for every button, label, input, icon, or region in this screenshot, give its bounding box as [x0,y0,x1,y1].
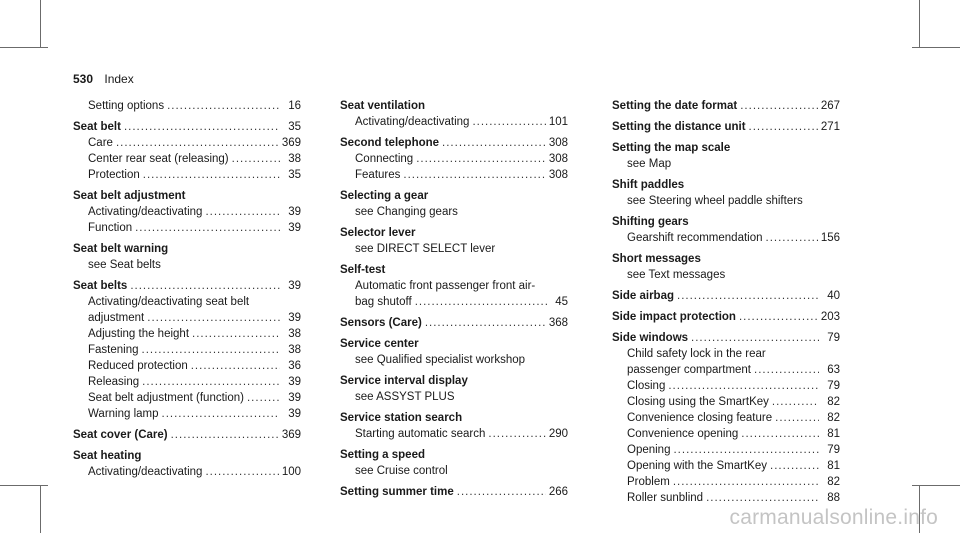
index-term: Starting automatic search [355,428,486,440]
index-see-reference [612,193,840,209]
index-term: Roller sunblind [627,492,704,504]
index-see-reference [612,156,840,172]
index-term: Side impact protection [612,311,736,323]
page-reference: 36 [288,360,301,372]
index-term: Selector lever [340,227,416,239]
dot-leader [770,458,819,474]
index-entry [340,484,568,500]
page-reference: 39 [288,312,301,324]
index-term: Shifting gears [612,216,689,228]
index-term: see DIRECT SELECT lever [355,243,496,255]
index-subentry-continuation [340,294,568,310]
dot-leader [147,310,280,326]
dot-leader [754,362,819,378]
dot-leader [740,98,818,114]
index-term: Seat belts [73,280,128,292]
index-subentry: Child safety lock in the rear [627,348,766,360]
dot-leader [232,151,280,167]
index-entry [340,336,568,352]
index-term: Activating/deactivating [88,466,203,478]
index-see-reference [340,352,568,368]
index-entry [340,188,568,204]
index-term: Selecting a gear [340,190,429,202]
index-term: Closing [627,380,666,392]
index-subentry [73,342,301,358]
index-term: Service interval display [340,375,468,387]
index-term: Activating/deactivating [88,206,203,218]
index-entry [73,448,301,464]
page-reference: 45 [555,296,568,308]
index-term: Seat heating [73,450,142,462]
index-entry [340,315,568,331]
index-term: Setting the map scale [612,142,731,154]
dot-leader [191,358,280,374]
page-reference: 308 [548,137,568,149]
page-reference: 81 [827,428,840,440]
dot-leader [143,167,280,183]
index-term: see Cruise control [355,465,448,477]
dot-leader [415,294,547,310]
index-subentry [612,490,840,506]
index-term: Setting a speed [340,449,425,461]
dot-leader [472,114,545,130]
index-entry [73,188,301,204]
page-reference: 39 [288,206,301,218]
index-term: see Seat belts [88,259,161,271]
index-term: Fastening [88,344,139,356]
index-term: see ASSYST PLUS [355,391,455,403]
index-see-reference [612,267,840,283]
index-entry [612,251,840,267]
index-entry [612,119,840,135]
dot-leader [766,230,818,246]
index-see-reference [340,463,568,479]
index-term: see Qualified specialist workshop [355,354,526,366]
page-reference: 35 [288,169,301,181]
index-term: passenger compartment [627,364,752,376]
page-reference: 308 [548,153,568,165]
watermark: carmanualsonline.info [729,506,938,529]
index-subentry [73,204,301,220]
dot-leader [775,410,819,426]
index-see-reference [340,241,568,257]
index-column-3 [612,98,840,506]
index-term: Short messages [612,253,701,265]
index-term: Problem [627,476,670,488]
index-term: Second telephone [340,137,440,149]
page-reference: 88 [827,492,840,504]
index-entry [340,135,568,151]
index-subentry [73,135,301,151]
index-subentry [340,151,568,167]
index-entry [73,119,301,135]
index-term: Protection [88,169,140,181]
index-term: Gearshift recommendation [627,232,763,244]
index-term: Seat belt adjustment (function) [88,392,244,404]
index-term: Convenience opening [627,428,739,440]
index-term: see Map [627,158,672,170]
index-subentry [340,114,568,130]
dot-leader [673,474,819,490]
crop-mark [40,485,41,533]
page-reference: 39 [288,392,301,404]
page-reference: 82 [827,396,840,408]
index-entry [340,373,568,389]
index-see-reference [340,204,568,220]
index-entry [340,262,568,278]
index-see-reference [340,389,568,405]
index-column-1 [73,98,301,480]
page-header [73,72,134,86]
dot-leader [192,326,280,342]
index-term: Opening with the SmartKey [627,460,767,472]
index-entry [612,288,840,304]
crop-mark [40,0,41,48]
dot-leader [691,330,819,346]
index-term: Warning lamp [88,408,159,420]
dot-leader [171,427,279,443]
index-term: Care [88,137,113,149]
dot-leader [749,119,818,135]
index-term: Service center [340,338,419,350]
dot-leader [116,135,279,151]
index-term: see Text messages [627,269,726,281]
crop-mark [912,485,960,486]
index-entry [612,98,840,114]
page-reference: 40 [827,290,840,302]
dot-leader [772,394,819,410]
page-reference: 82 [827,476,840,488]
page-reference: 79 [827,444,840,456]
index-subentry [73,390,301,406]
page-reference: 100 [281,466,301,478]
index-term: Setting options [88,100,165,112]
index-subentry [73,358,301,374]
index-term: see Steering wheel paddle shifters [627,195,803,207]
index-subentry: Automatic front passenger front air- [355,280,536,292]
index-term: Function [88,222,133,234]
dot-leader [739,309,818,325]
index-entry [340,447,568,463]
index-subentry: Activating/deactivating seat belt [88,296,250,308]
index-subentry [612,426,840,442]
index-subentry [73,220,301,236]
index-term: Convenience closing feature [627,412,773,424]
index-term: Sensors (Care) [340,317,422,329]
page-reference: 63 [827,364,840,376]
dot-leader [741,426,819,442]
index-term: Setting the date format [612,100,738,112]
index-entry [73,427,301,443]
index-subentry-continuation [612,362,840,378]
dot-leader [673,442,819,458]
index-term: Seat belt warning [73,243,169,255]
page-reference: 79 [827,380,840,392]
index-subentry [612,458,840,474]
page-reference: 81 [827,460,840,472]
index-entry [612,214,840,230]
index-term: Service station search [340,412,463,424]
dot-leader [416,151,546,167]
index-term: Releasing [88,376,140,388]
index-term: Setting summer time [340,486,454,498]
index-term: Closing using the SmartKey [627,396,769,408]
index-term: adjustment [88,312,145,324]
page-reference: 156 [820,232,840,244]
page-reference: 39 [288,280,301,292]
index-subentry [73,406,301,422]
page-reference: 16 [288,100,301,112]
index-subentry [73,374,301,390]
index-subentry [612,474,840,490]
crop-mark [0,485,48,486]
dot-leader [135,220,280,236]
index-term: Connecting [355,153,414,165]
page-number: 530 [73,72,94,86]
page-reference: 308 [548,169,568,181]
dot-leader [124,119,280,135]
index-see-reference [73,257,301,273]
dot-leader [205,464,278,480]
index-term: Center rear seat (releasing) [88,153,229,165]
index-term: Shift paddles [612,179,685,191]
index-subentry [73,98,301,114]
index-term: Seat cover (Care) [73,429,168,441]
page-reference: 369 [281,137,301,149]
dot-leader [142,342,280,358]
index-term: Opening [627,444,671,456]
page-reference: 38 [288,328,301,340]
index-entry [340,98,568,114]
page-reference: 203 [820,311,840,323]
index-subentry-continuation [73,310,301,326]
crop-mark [0,47,48,48]
index-subentry [612,394,840,410]
index-subentry [612,230,840,246]
index-term: Self-test [340,264,386,276]
page-reference: 35 [288,121,301,133]
dot-leader [130,278,280,294]
index-subentry [612,442,840,458]
index-term: Activating/deactivating [355,116,470,128]
dot-leader [167,98,280,114]
page-reference: 79 [827,332,840,344]
section-title: Index [104,72,134,86]
index-term: Side windows [612,332,689,344]
dot-leader [205,204,280,220]
page-reference: 101 [548,116,568,128]
index-term: Features [355,169,401,181]
index-term: bag shutoff [355,296,412,308]
index-subentry [73,464,301,480]
index-term: Side airbag [612,290,674,302]
index-column-2 [340,98,568,500]
page-reference: 38 [288,344,301,356]
page-reference: 82 [827,412,840,424]
index-term: see Changing gears [355,206,458,218]
dot-leader [668,378,819,394]
index-subentry [612,378,840,394]
index-subentry [73,167,301,183]
page-reference: 267 [820,100,840,112]
page-reference: 266 [548,486,568,498]
index-entry [612,309,840,325]
index-subentry [73,151,301,167]
index-entry [73,278,301,294]
dot-leader [162,406,280,422]
crop-mark [912,47,960,48]
index-entry [612,330,840,346]
dot-leader [425,315,546,331]
page-reference: 290 [548,428,568,440]
dot-leader [677,288,819,304]
index-term: Setting the distance unit [612,121,746,133]
crop-mark [919,0,920,48]
dot-leader [247,390,280,406]
dot-leader [403,167,545,183]
dot-leader [142,374,280,390]
page-reference: 38 [288,153,301,165]
index-term: Seat ventilation [340,100,425,112]
index-entry [340,225,568,241]
index-entry [73,241,301,257]
page-reference: 368 [548,317,568,329]
index-term: Reduced protection [88,360,188,372]
index-subentry [612,410,840,426]
dot-leader [488,426,545,442]
dot-leader [442,135,546,151]
page-reference: 369 [281,429,301,441]
page-reference: 271 [820,121,840,133]
index-entry [340,410,568,426]
page-reference: 39 [288,376,301,388]
dot-leader [457,484,546,500]
index-entry [612,177,840,193]
index-subentry [73,326,301,342]
index-term: Seat belt adjustment [73,190,186,202]
index-entry [612,140,840,156]
dot-leader [706,490,819,506]
index-subentry [340,426,568,442]
index-term: Adjusting the height [88,328,190,340]
index-subentry [340,167,568,183]
page-reference: 39 [288,222,301,234]
page-reference: 39 [288,408,301,420]
index-term: Seat belt [73,121,121,133]
